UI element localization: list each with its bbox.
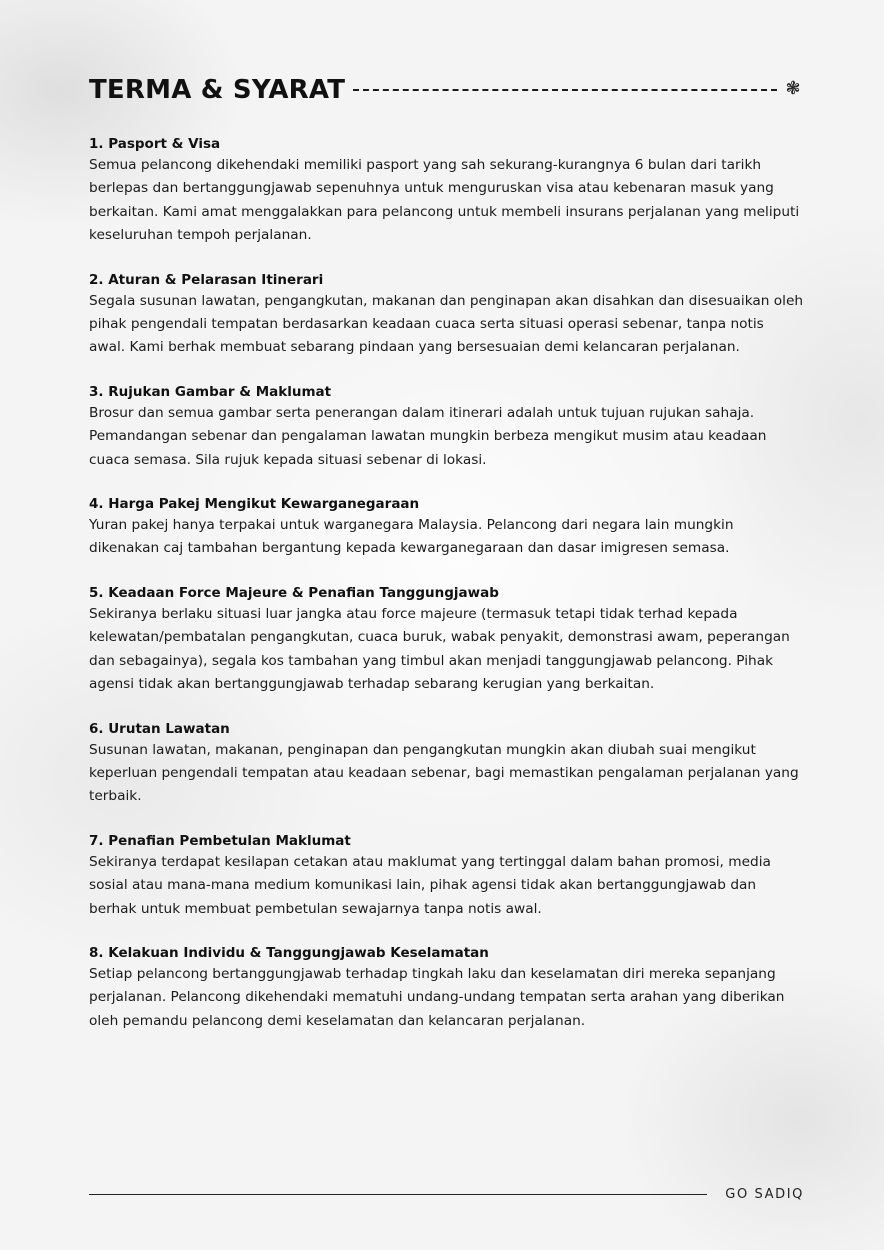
terms-list xyxy=(89,134,804,1055)
terms-page xyxy=(89,0,804,1250)
term-section-pricing xyxy=(89,494,804,561)
term-section-passport-visa xyxy=(89,134,804,248)
page-title: TERMA & SYARAT xyxy=(89,75,346,105)
term-section-corrections xyxy=(89,831,804,921)
term-section-title: 7. Penafian Pembetulan Maklumat xyxy=(89,832,351,849)
term-section-images xyxy=(89,382,804,472)
term-section-body: Setiap pelancong bertanggungjawab terhadap tingkah laku dan keselamatan diri mereka sepanjang perjalanan. Pelancong dikehendaki mematuhi undang-undang tempatan serta arahan yang diberikan oleh pemandu pelancong demi keselamatan dan kelancaran perjalanan. xyxy=(89,965,785,1029)
term-section-body: Yuran pakej hanya terpakai untuk warganegara Malaysia. Pelancong dari negara lain mungkin dikenakan caj tambahan bergantung kepada kewarganegaraan dan dasar imigresen semasa. xyxy=(89,517,734,557)
term-section-title: 4. Harga Pakej Mengikut Kewarganegaraan xyxy=(89,496,420,513)
term-section-body: Brosur dan semua gambar serta penerangan dalam itinerari adalah untuk tujuan rujukan sahaja. Pemandangan sebenar dan pengalaman lawatan mungkin berbeza mengikut musim atau keadaan cuaca semasa. Sila rujuk kepada situasi sebenar di lokasi. xyxy=(89,404,767,468)
page-header xyxy=(89,72,804,108)
term-section-conduct-safety xyxy=(89,943,804,1033)
gear-icon: ❃ xyxy=(785,78,801,99)
footer-divider xyxy=(89,1194,707,1195)
term-section-body: Sekiranya berlaku situasi luar jangka atau force majeure (termasuk tetapi tidak terhad kepada kelewatan/pembatalan pengangkutan, cuaca buruk, wabak penyakit, demonstrasi awam, peperangan dan sebagainya), segala kos tambahan yang timbul akan menjadi tanggungjawab pelancong. Pihak agensi tidak akan bertanggungjawab terhadap sebarang kerugian yang berkaitan. xyxy=(89,605,790,693)
term-section-body: Semua pelancong dikehendaki memiliki pasport yang sah sekurang-kurangnya 6 bulan dari tarikh berlepas dan bertanggungjawab sepenuhnya untuk menguruskan visa atau kebenaran masuk yang berkaitan. Kami amat menggalakkan para pelancong untuk membeli insurans perjalanan yang meliputi keseluruhan tempoh perjalanan. xyxy=(89,157,800,244)
term-section-title: 2. Aturan & Pelarasan Itinerari xyxy=(89,271,324,288)
page-footer xyxy=(89,1186,804,1206)
term-section-title: 6. Urutan Lawatan xyxy=(89,720,230,737)
term-section-body: Sekiranya terdapat kesilapan cetakan atau maklumat yang tertinggal dalam bahan promosi, media sosial atau mana-mana medium komunikasi lain, pihak agensi tidak akan bertanggungjawab dan berhak untuk membuat pembetulan sewajarnya tanpa notis awal. xyxy=(89,853,771,917)
term-section-tour-order xyxy=(89,719,804,809)
brand-name: GO SADIQ xyxy=(725,1187,804,1202)
term-section-title: 1. Pasport & Visa xyxy=(89,136,221,152)
term-section-title: 8. Kelakuan Individu & Tanggungjawab Keselamatan xyxy=(89,944,489,961)
term-section-title: 5. Keadaan Force Majeure & Penafian Tanggungjawab xyxy=(89,584,499,601)
term-section-force-majeure xyxy=(89,583,804,697)
term-section-body: Susunan lawatan, makanan, penginapan dan pengangkutan mungkin akan diubah suai mengikut keperluan pengendali tempatan atau keadaan sebenar, bagi memastikan pengalaman perjalanan yang terbaik. xyxy=(89,741,799,805)
term-section-itinerary xyxy=(89,270,804,360)
term-section-body: Segala susunan lawatan, pengangkutan, makanan dan penginapan akan disahkan dan disesuaikan oleh pihak pengendali tempatan berdasarkan keadaan cuaca serta situasi operasi sebenar, tanpa notis awal. Kami berhak membuat sebarang pindaan yang bersesuaian demi kelancaran perjalanan. xyxy=(89,292,804,356)
header-dashed-divider xyxy=(353,89,777,91)
term-section-title: 3. Rujukan Gambar & Maklumat xyxy=(89,383,332,400)
